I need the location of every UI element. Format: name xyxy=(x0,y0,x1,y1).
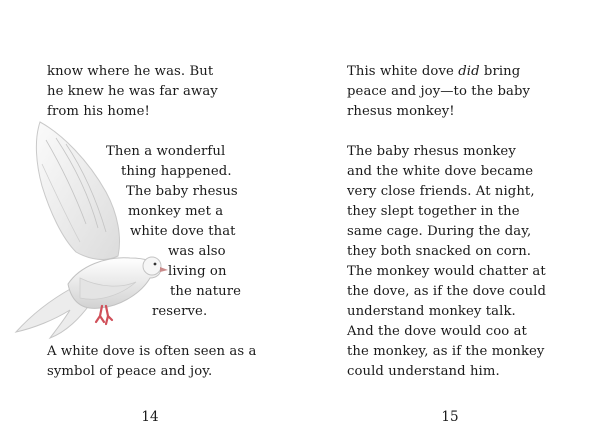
body-text-line: he knew he was far away xyxy=(47,84,218,99)
body-text-line: rhesus monkey! xyxy=(347,104,455,119)
body-text-line: very close friends. At night, xyxy=(347,184,535,199)
body-text-line: same cage. During the day, xyxy=(347,224,532,239)
page-number: 14 xyxy=(141,409,159,425)
body-text-line: thing happened. xyxy=(121,164,232,179)
body-text-line: living on xyxy=(168,264,227,279)
body-text-line: white dove that xyxy=(130,224,236,239)
body-text-line: the nature xyxy=(170,284,242,299)
body-text-line: peace and joy—to the baby xyxy=(347,84,531,99)
body-text-line: Then a wonderful xyxy=(106,144,226,159)
body-text-line: they slept together in the xyxy=(347,204,520,219)
photo-caption-line: symbol of peace and joy. xyxy=(47,364,213,379)
body-text-line: and the white dove became xyxy=(347,164,534,179)
page-number: 15 xyxy=(441,409,459,425)
body-text-line: The baby rhesus xyxy=(126,184,238,199)
body-text-line xyxy=(347,62,520,82)
body-text-line: reserve. xyxy=(152,304,208,319)
body-text-line: And the dove would coo at xyxy=(347,324,527,339)
text-segment: bring xyxy=(479,64,521,79)
body-text-line: the dove, as if the dove could xyxy=(347,284,547,299)
right-page xyxy=(300,0,600,442)
text-segment: This white dove xyxy=(347,64,459,79)
body-text-line: know where he was. But xyxy=(47,64,214,79)
body-text-line: they both snacked on corn. xyxy=(347,244,532,259)
body-text-line: understand monkey talk. xyxy=(347,304,516,319)
body-text-line: The monkey would chatter at xyxy=(347,264,546,279)
body-text-line: monkey met a xyxy=(128,204,224,219)
body-text-line: could understand him. xyxy=(347,364,500,379)
body-text-line: The baby rhesus monkey xyxy=(347,144,516,159)
emphasized-word: did xyxy=(458,64,480,79)
body-text-line: the monkey, as if the monkey xyxy=(347,344,545,359)
photo-caption-line: A white dove is often seen as a xyxy=(47,344,257,359)
body-text-line: from his home! xyxy=(47,104,150,119)
body-text-line: was also xyxy=(168,244,226,259)
